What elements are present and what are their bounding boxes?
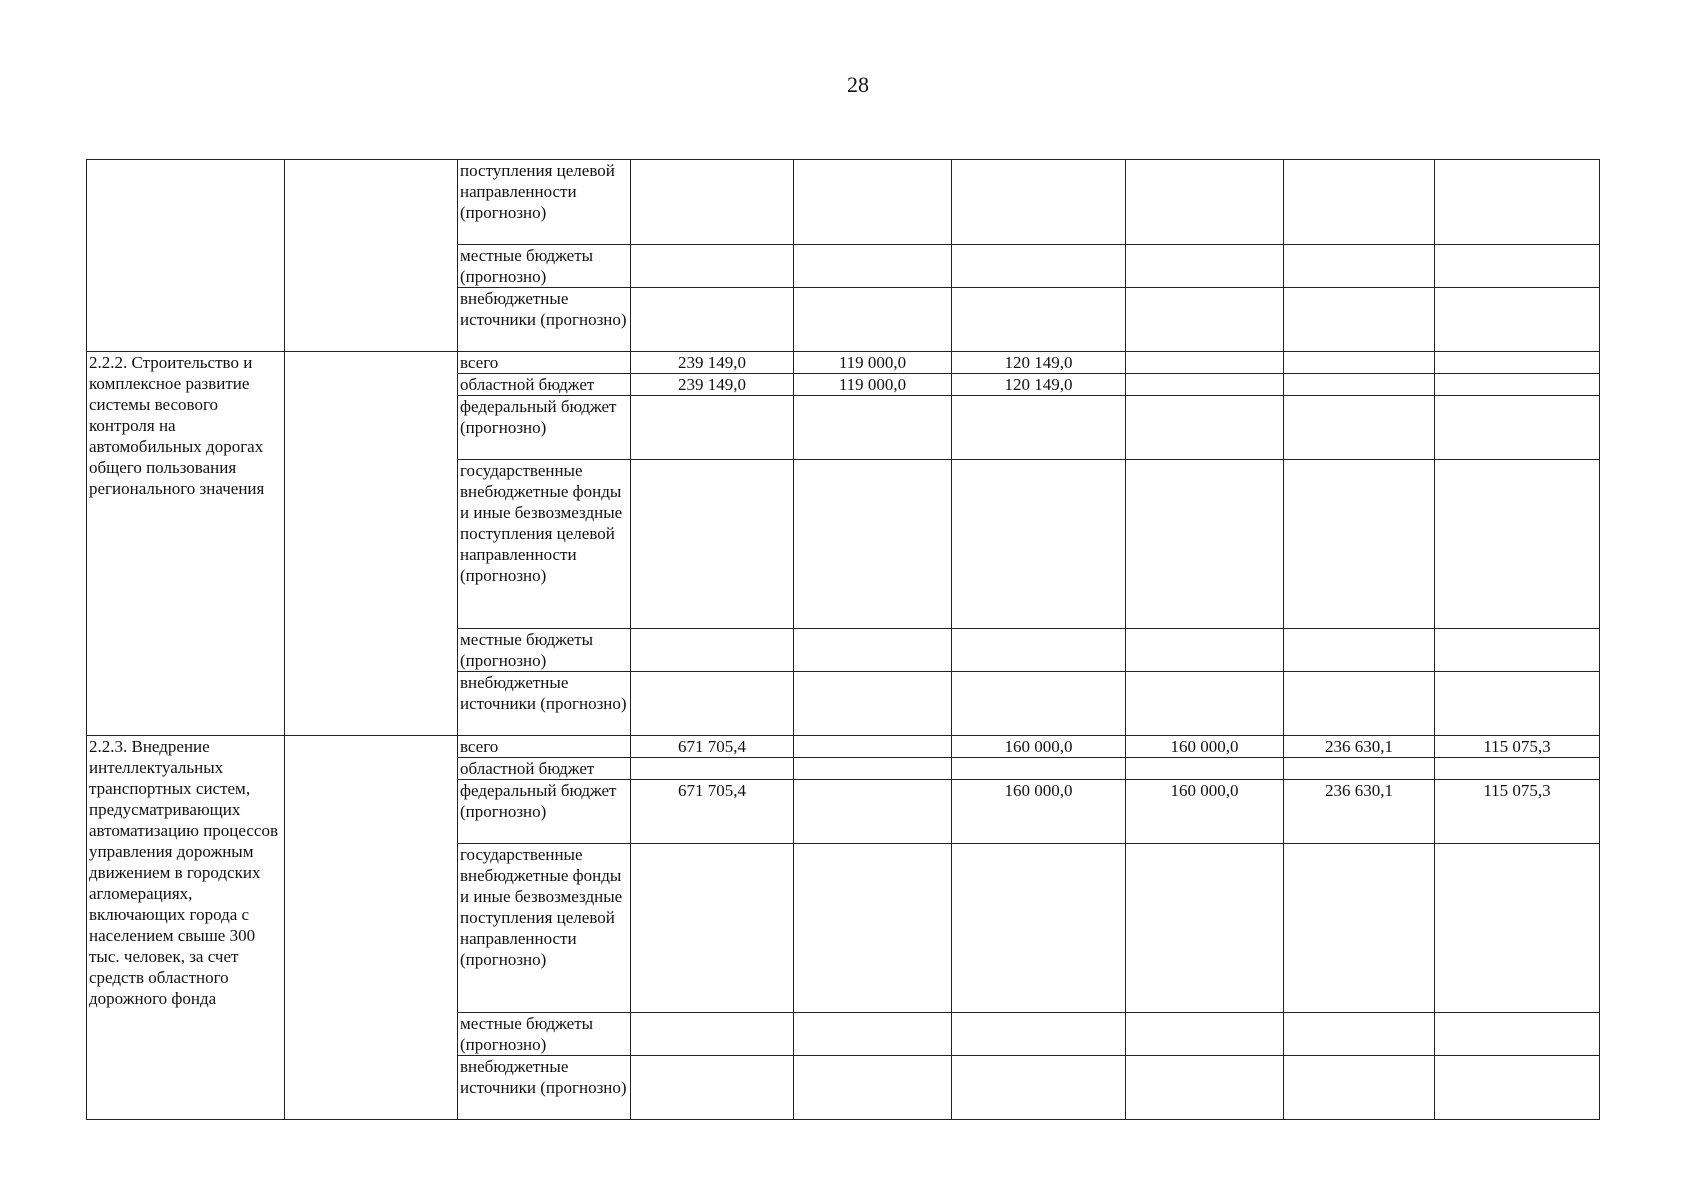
value-cell: [1435, 758, 1600, 780]
funding-source-cell: областной бюджет: [458, 374, 631, 396]
value-cell: [1126, 288, 1284, 352]
value-cell: [952, 288, 1126, 352]
value-cell: [952, 1056, 1126, 1120]
value-cell: [631, 1056, 794, 1120]
value-cell: [1284, 160, 1435, 245]
value-cell: [1435, 160, 1600, 245]
executor-cell: [285, 736, 458, 1120]
value-cell: [1126, 1013, 1284, 1056]
value-cell: 160 000,0: [952, 736, 1126, 758]
value-cell: [1435, 844, 1600, 1013]
value-cell: 671 705,4: [631, 736, 794, 758]
value-cell: [1435, 672, 1600, 736]
value-cell: [631, 396, 794, 460]
funding-source-cell: внебюджетные источники (прогнозно): [458, 1056, 631, 1120]
value-cell: [1126, 245, 1284, 288]
value-cell: [1284, 1056, 1435, 1120]
measure-name-cell: 2.2.3. Внедрение интеллектуальных транспортных систем, предусматривающих автоматизацию процессов управления дорожным движением в городских агломерациях, включающих города с населением свыше 300 тыс. человек, за счет средств областного дорожного фонда: [87, 736, 285, 1120]
value-cell: [1126, 844, 1284, 1013]
value-cell: [631, 160, 794, 245]
value-cell: 120 149,0: [952, 374, 1126, 396]
value-cell: [1435, 245, 1600, 288]
value-cell: [1435, 374, 1600, 396]
value-cell: [1435, 396, 1600, 460]
value-cell: [1126, 352, 1284, 374]
value-cell: [952, 672, 1126, 736]
value-cell: [1126, 672, 1284, 736]
table-row: [87, 352, 1600, 374]
value-cell: [1126, 160, 1284, 245]
funding-source-cell: федеральный бюджет (прогнозно): [458, 780, 631, 844]
funding-source-cell: областной бюджет: [458, 758, 631, 780]
value-cell: [1284, 245, 1435, 288]
value-cell: [794, 1013, 952, 1056]
value-cell: [1435, 1056, 1600, 1120]
funding-source-cell: местные бюджеты (прогнозно): [458, 1013, 631, 1056]
value-cell: [1126, 758, 1284, 780]
value-cell: 160 000,0: [952, 780, 1126, 844]
value-cell: [631, 245, 794, 288]
value-cell: [794, 1056, 952, 1120]
value-cell: [952, 460, 1126, 629]
value-cell: [1284, 460, 1435, 629]
value-cell: [952, 1013, 1126, 1056]
value-cell: [794, 758, 952, 780]
funding-source-cell: внебюджетные источники (прогнозно): [458, 672, 631, 736]
value-cell: [1284, 629, 1435, 672]
value-cell: 671 705,4: [631, 780, 794, 844]
value-cell: [952, 245, 1126, 288]
value-cell: [1284, 844, 1435, 1013]
value-cell: [1435, 460, 1600, 629]
executor-cell: [285, 160, 458, 352]
funding-source-cell: федеральный бюджет (прогнозно): [458, 396, 631, 460]
funding-source-cell: государственные внебюджетные фонды и иные безвозмездные поступления целевой направленности (прогнозно): [458, 844, 631, 1013]
value-cell: [794, 844, 952, 1013]
value-cell: [1284, 396, 1435, 460]
funding-source-cell: местные бюджеты (прогнозно): [458, 245, 631, 288]
value-cell: [1284, 672, 1435, 736]
value-cell: 115 075,3: [1435, 780, 1600, 844]
value-cell: [1284, 352, 1435, 374]
value-cell: [794, 672, 952, 736]
value-cell: [631, 844, 794, 1013]
value-cell: [794, 736, 952, 758]
value-cell: [794, 288, 952, 352]
value-cell: 236 630,1: [1284, 736, 1435, 758]
value-cell: [1435, 352, 1600, 374]
value-cell: 236 630,1: [1284, 780, 1435, 844]
value-cell: 119 000,0: [794, 352, 952, 374]
value-cell: [631, 460, 794, 629]
value-cell: [631, 672, 794, 736]
table-row: [87, 160, 1600, 245]
value-cell: [1126, 460, 1284, 629]
value-cell: [1435, 629, 1600, 672]
value-cell: [794, 629, 952, 672]
value-cell: [1126, 629, 1284, 672]
funding-source-cell: местные бюджеты (прогнозно): [458, 629, 631, 672]
value-cell: [794, 460, 952, 629]
value-cell: [1126, 396, 1284, 460]
table-row: [87, 736, 1600, 758]
value-cell: [794, 780, 952, 844]
value-cell: [1284, 758, 1435, 780]
value-cell: [631, 288, 794, 352]
value-cell: [794, 160, 952, 245]
value-cell: [952, 629, 1126, 672]
measure-name-cell: 2.2.2. Строительство и комплексное развитие системы весового контроля на автомобильных дорогах общего пользования регионального значения: [87, 352, 285, 736]
value-cell: 239 149,0: [631, 374, 794, 396]
funding-source-cell: внебюджетные источники (прогнозно): [458, 288, 631, 352]
value-cell: [1284, 374, 1435, 396]
executor-cell: [285, 352, 458, 736]
value-cell: 239 149,0: [631, 352, 794, 374]
value-cell: [952, 160, 1126, 245]
funding-source-cell: государственные внебюджетные фонды и иные безвозмездные поступления целевой направленности (прогнозно): [458, 460, 631, 629]
value-cell: [1284, 1013, 1435, 1056]
value-cell: [631, 758, 794, 780]
value-cell: [952, 396, 1126, 460]
budget-table: [86, 159, 1600, 1120]
page-number: 28: [847, 72, 869, 97]
value-cell: [1126, 374, 1284, 396]
value-cell: [952, 758, 1126, 780]
value-cell: 115 075,3: [1435, 736, 1600, 758]
funding-source-cell: всего: [458, 352, 631, 374]
value-cell: [1126, 1056, 1284, 1120]
funding-source-cell: всего: [458, 736, 631, 758]
value-cell: [794, 245, 952, 288]
value-cell: [631, 1013, 794, 1056]
value-cell: 120 149,0: [952, 352, 1126, 374]
value-cell: [1435, 288, 1600, 352]
measure-name-cell: [87, 160, 285, 352]
value-cell: 160 000,0: [1126, 736, 1284, 758]
value-cell: [794, 396, 952, 460]
value-cell: [952, 844, 1126, 1013]
value-cell: [631, 629, 794, 672]
value-cell: 119 000,0: [794, 374, 952, 396]
value-cell: [1435, 1013, 1600, 1056]
value-cell: [1284, 288, 1435, 352]
value-cell: 160 000,0: [1126, 780, 1284, 844]
funding-source-cell: поступления целевой направленности (прогнозно): [458, 160, 631, 245]
